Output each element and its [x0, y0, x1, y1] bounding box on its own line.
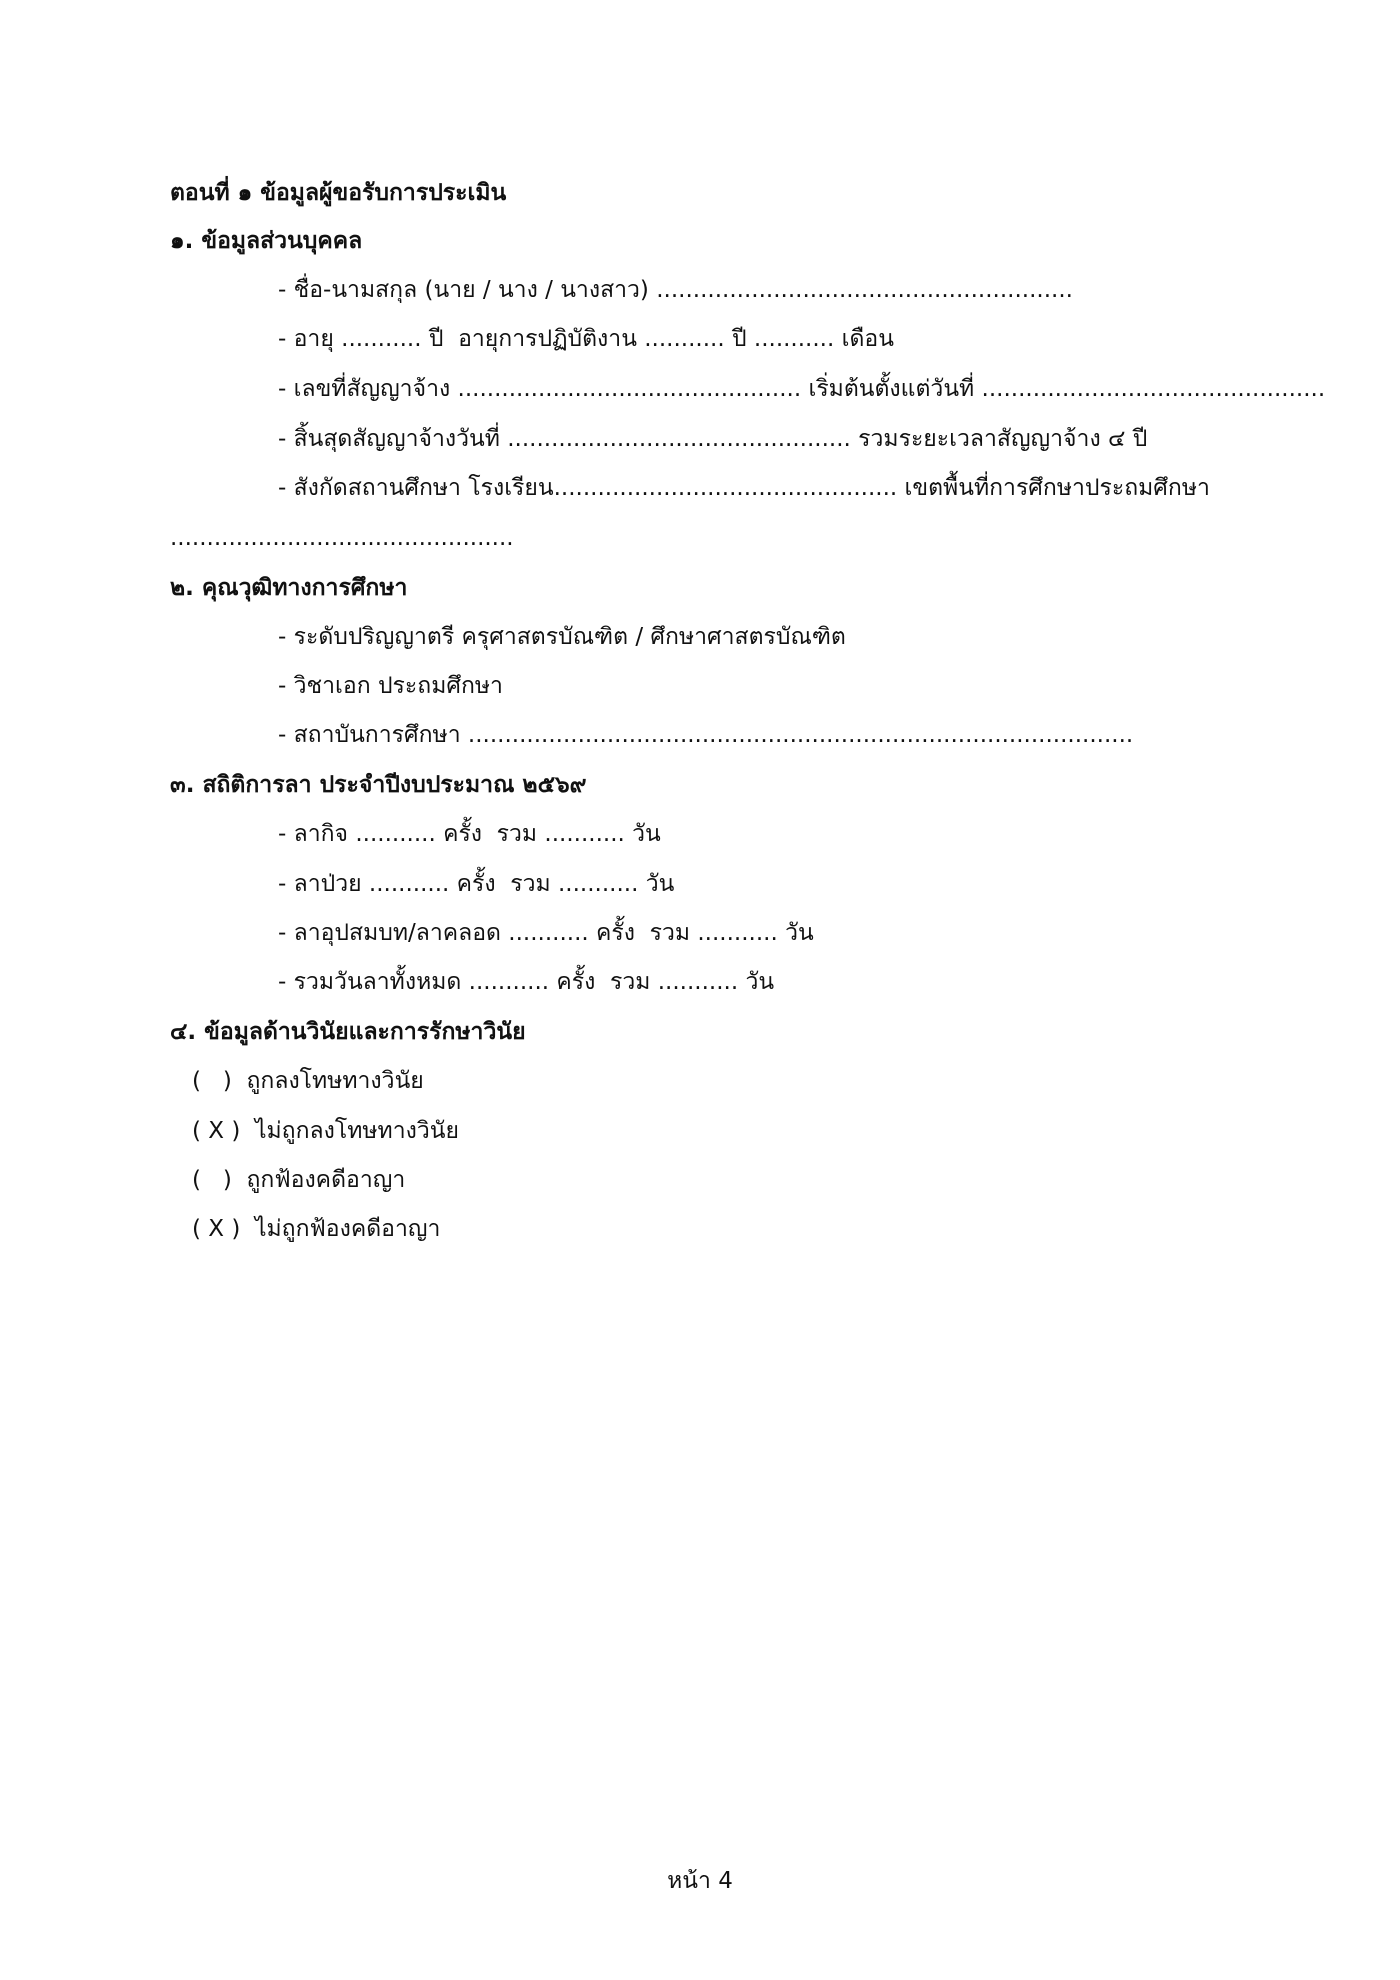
part-heading: ตอนที่ ๑ ข้อมูลผู้ขอรับการประเมิน [170, 180, 507, 206]
personal-info-name-line: - ชื่อ-นามสกุล (นาย / นาง / นางสาว) ......................................................... [278, 277, 1073, 303]
leave-ordination-maternity-line: - ลาอุปสมบท/ลาคลอด ........... ครั้ง รวม ........... วัน [278, 920, 814, 946]
section-3-heading: ๓. สถิติการลา ประจำปีงบประมาณ ๒๕๖๙ [170, 772, 587, 798]
personal-info-continuation-line: ............................................... [170, 525, 514, 551]
personal-info-contract-end-line: - สิ้นสุดสัญญาจ้างวันที่ ............................................... รวมระยะเวลาสัญญาจ้าง ๔ ปี [278, 426, 1148, 452]
discipline-option-punished: ( ) ถูกลงโทษทางวินัย [192, 1068, 424, 1094]
leave-total-line: - รวมวันลาทั้งหมด ........... ครั้ง รวม ........... วัน [278, 969, 775, 995]
discipline-option-not-prosecuted: ( X ) ไม่ถูกฟ้องคดีอาญา [192, 1216, 441, 1242]
personal-info-contract-line: - เลขที่สัญญาจ้าง ............................................... เริ่มต้นตั้งแต่วันที่ ............................................... [278, 376, 1326, 402]
page-number: หน้า 4 [667, 1868, 733, 1894]
leave-sick-line: - ลาป่วย ........... ครั้ง รวม ........... วัน [278, 871, 675, 897]
personal-info-age-line: - อายุ ........... ปี อายุการปฏิบัติงาน ........... ปี ........... เดือน [278, 326, 894, 352]
section-1-heading: ๑. ข้อมูลส่วนบุคคล [170, 228, 363, 254]
personal-info-school-line: - สังกัดสถานศึกษา โรงเรียน............................................... เขตพื้นที่การศึกษาประถมศึกษา [278, 475, 1210, 501]
leave-personal-line: - ลากิจ ........... ครั้ง รวม ........... วัน [278, 821, 661, 847]
section-4-heading: ๔. ข้อมูลด้านวินัยและการรักษาวินัย [170, 1019, 526, 1045]
section-2-heading: ๒. คุณวุฒิทางการศึกษา [170, 575, 408, 601]
discipline-option-not-punished: ( X ) ไม่ถูกลงโทษทางวินัย [192, 1118, 459, 1144]
education-degree-line: - ระดับปริญญาตรี ครุศาสตรบัณฑิต / ศึกษาศาสตรบัณฑิต [278, 624, 846, 650]
education-institution-line: - สถาบันการศึกษา ........................................................................................... [278, 722, 1134, 748]
education-major-line: - วิชาเอก ประถมศึกษา [278, 673, 503, 699]
discipline-option-prosecuted: ( ) ถูกฟ้องคดีอาญา [192, 1167, 406, 1193]
